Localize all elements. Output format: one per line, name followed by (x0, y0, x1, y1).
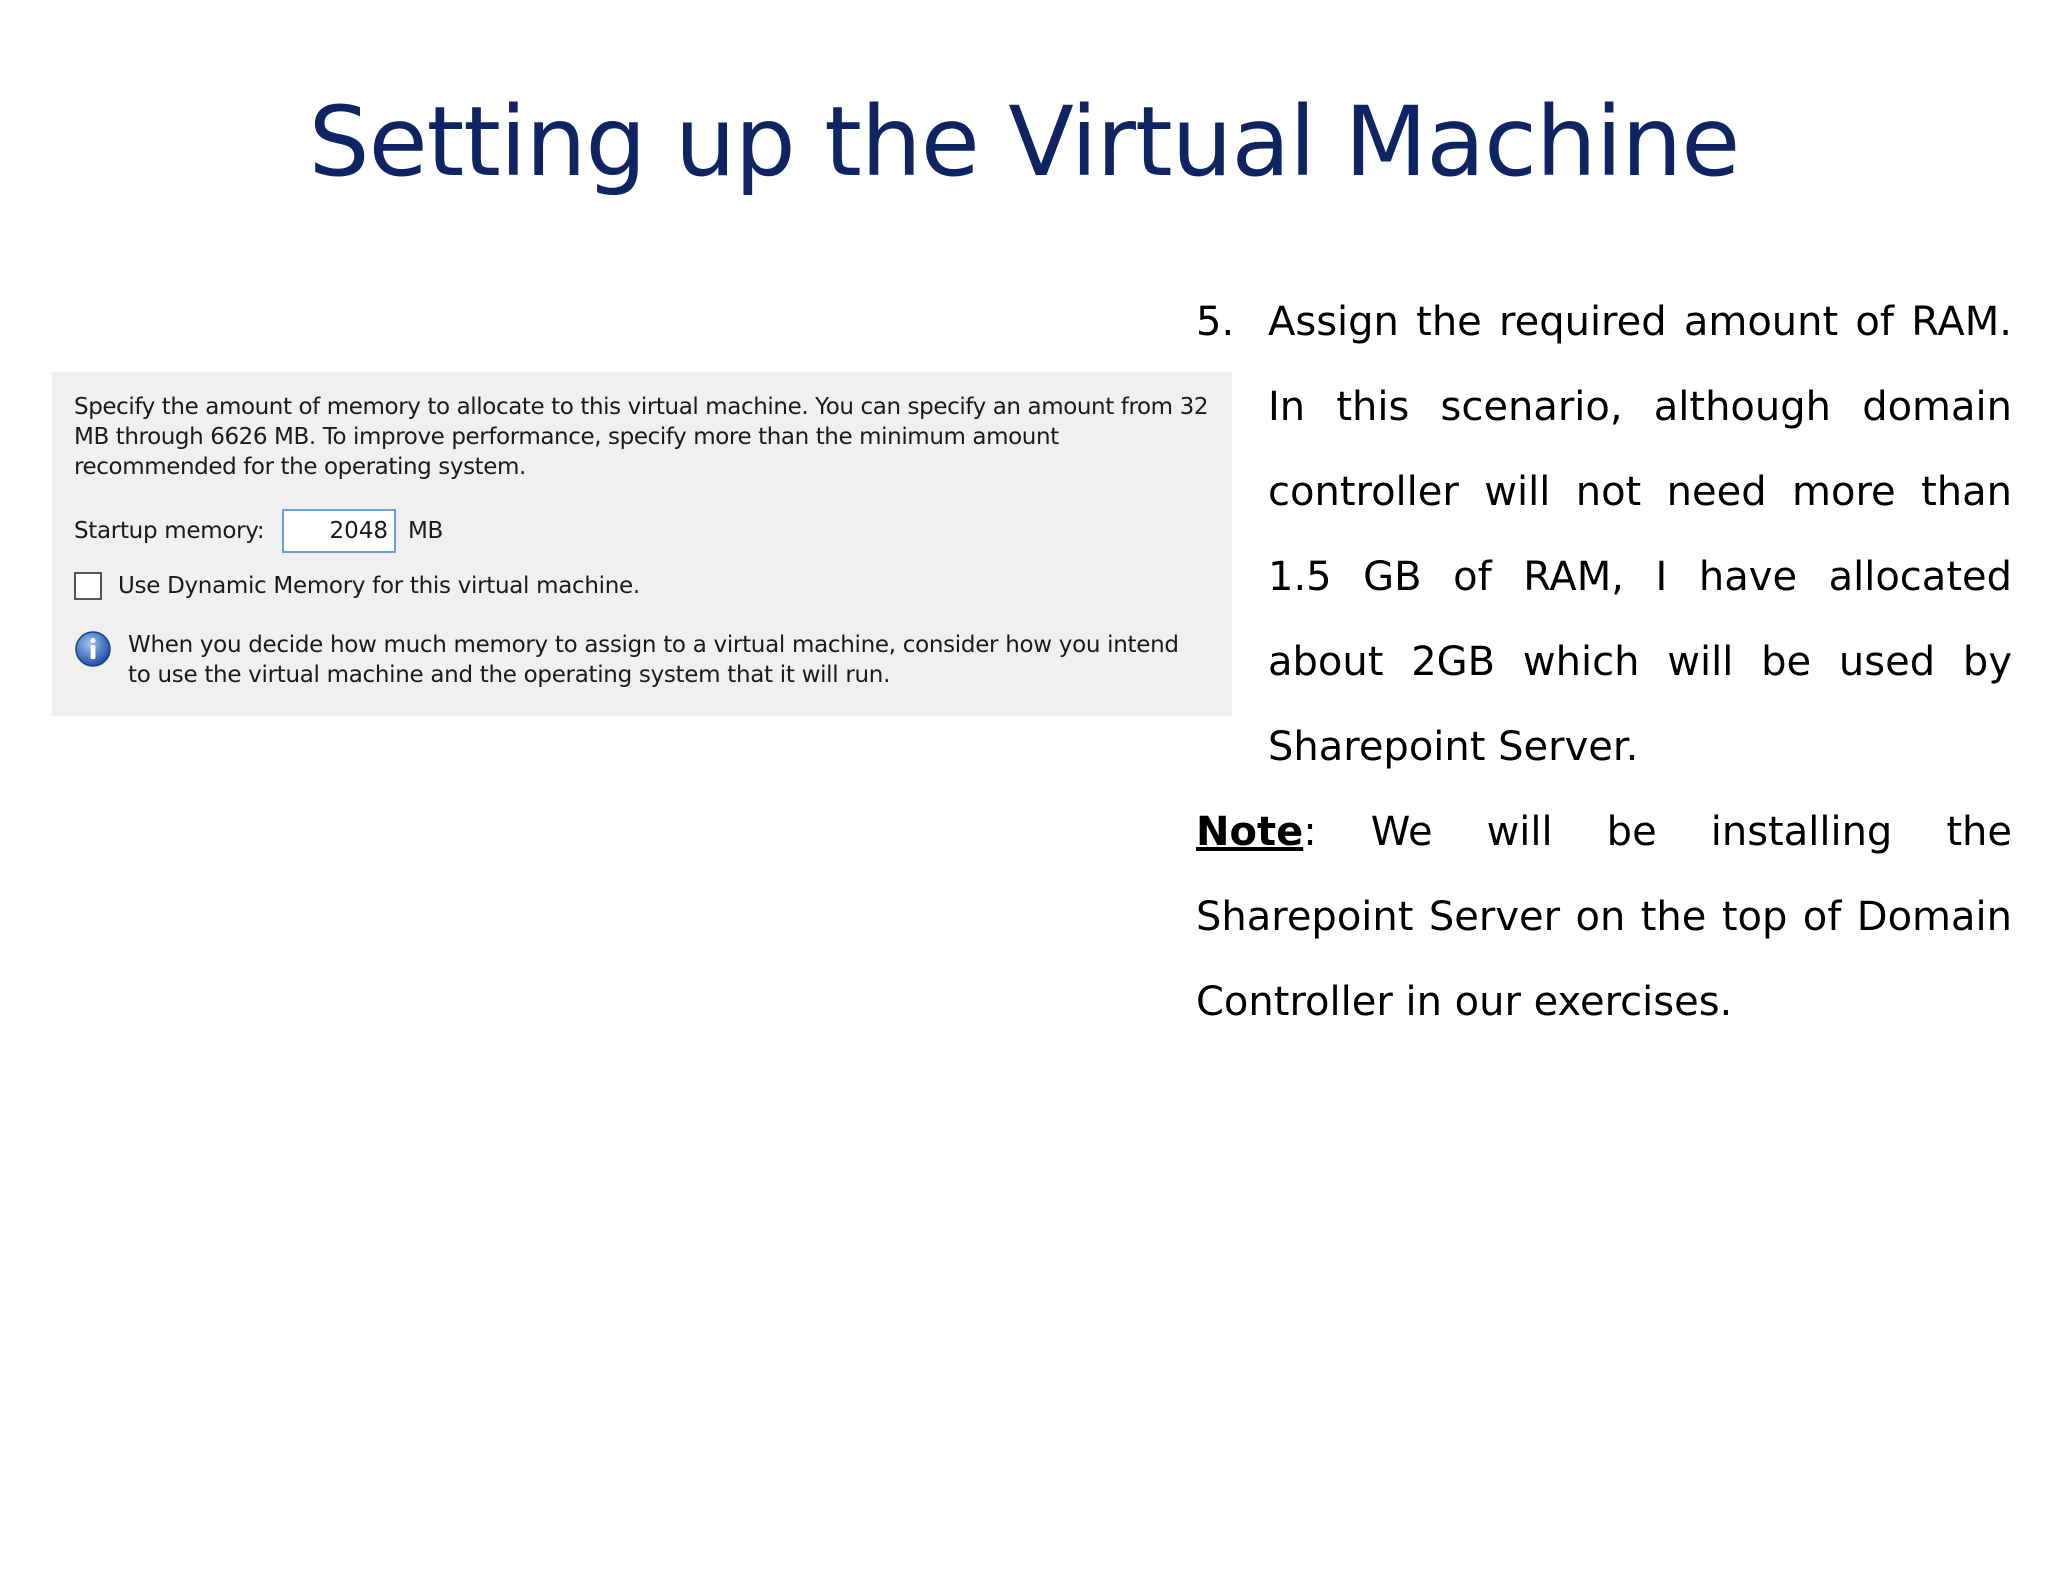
step-number: 5. (1196, 299, 1235, 345)
dynamic-memory-row[interactable] (74, 572, 640, 600)
startup-memory-label: Startup memory: (74, 518, 265, 544)
step-text: Assign the required amount of RAM. In this scenario, although domain controller will not need more than 1.5 GB of RAM, I have allocated about 2GB which will be used by Sharepoint Server. (1268, 299, 2012, 770)
memory-settings-panel (52, 372, 1232, 716)
info-text: When you decide how much memory to assign to a virtual machine, consider how you intend to use the virtual machine and the operating system that it will run. (128, 632, 1179, 688)
slide-title: Setting up the Virtual Machine (308, 86, 1740, 198)
memory-unit-label: MB (408, 518, 444, 544)
step-5 (1196, 280, 2012, 790)
note-label: Note (1196, 809, 1304, 855)
note-paragraph (1196, 790, 2012, 1045)
instructions-column (1196, 280, 2012, 1045)
dynamic-memory-label: Use Dynamic Memory for this virtual machine. (118, 573, 640, 599)
dynamic-memory-checkbox[interactable] (74, 572, 102, 600)
startup-memory-row (74, 509, 443, 553)
memory-description: Specify the amount of memory to allocate to this virtual machine. You can specify an amount from 32 MB through 6626 MB. To improve performance, specify more than the minimum amount recommended for the operating system. (74, 394, 1209, 480)
startup-memory-input[interactable] (282, 509, 396, 553)
note-text: : We will be installing the Sharepoint Server on the top of Domain Controller in our exercises. (1196, 809, 2012, 1025)
info-icon (74, 630, 112, 668)
info-row (74, 630, 1208, 690)
